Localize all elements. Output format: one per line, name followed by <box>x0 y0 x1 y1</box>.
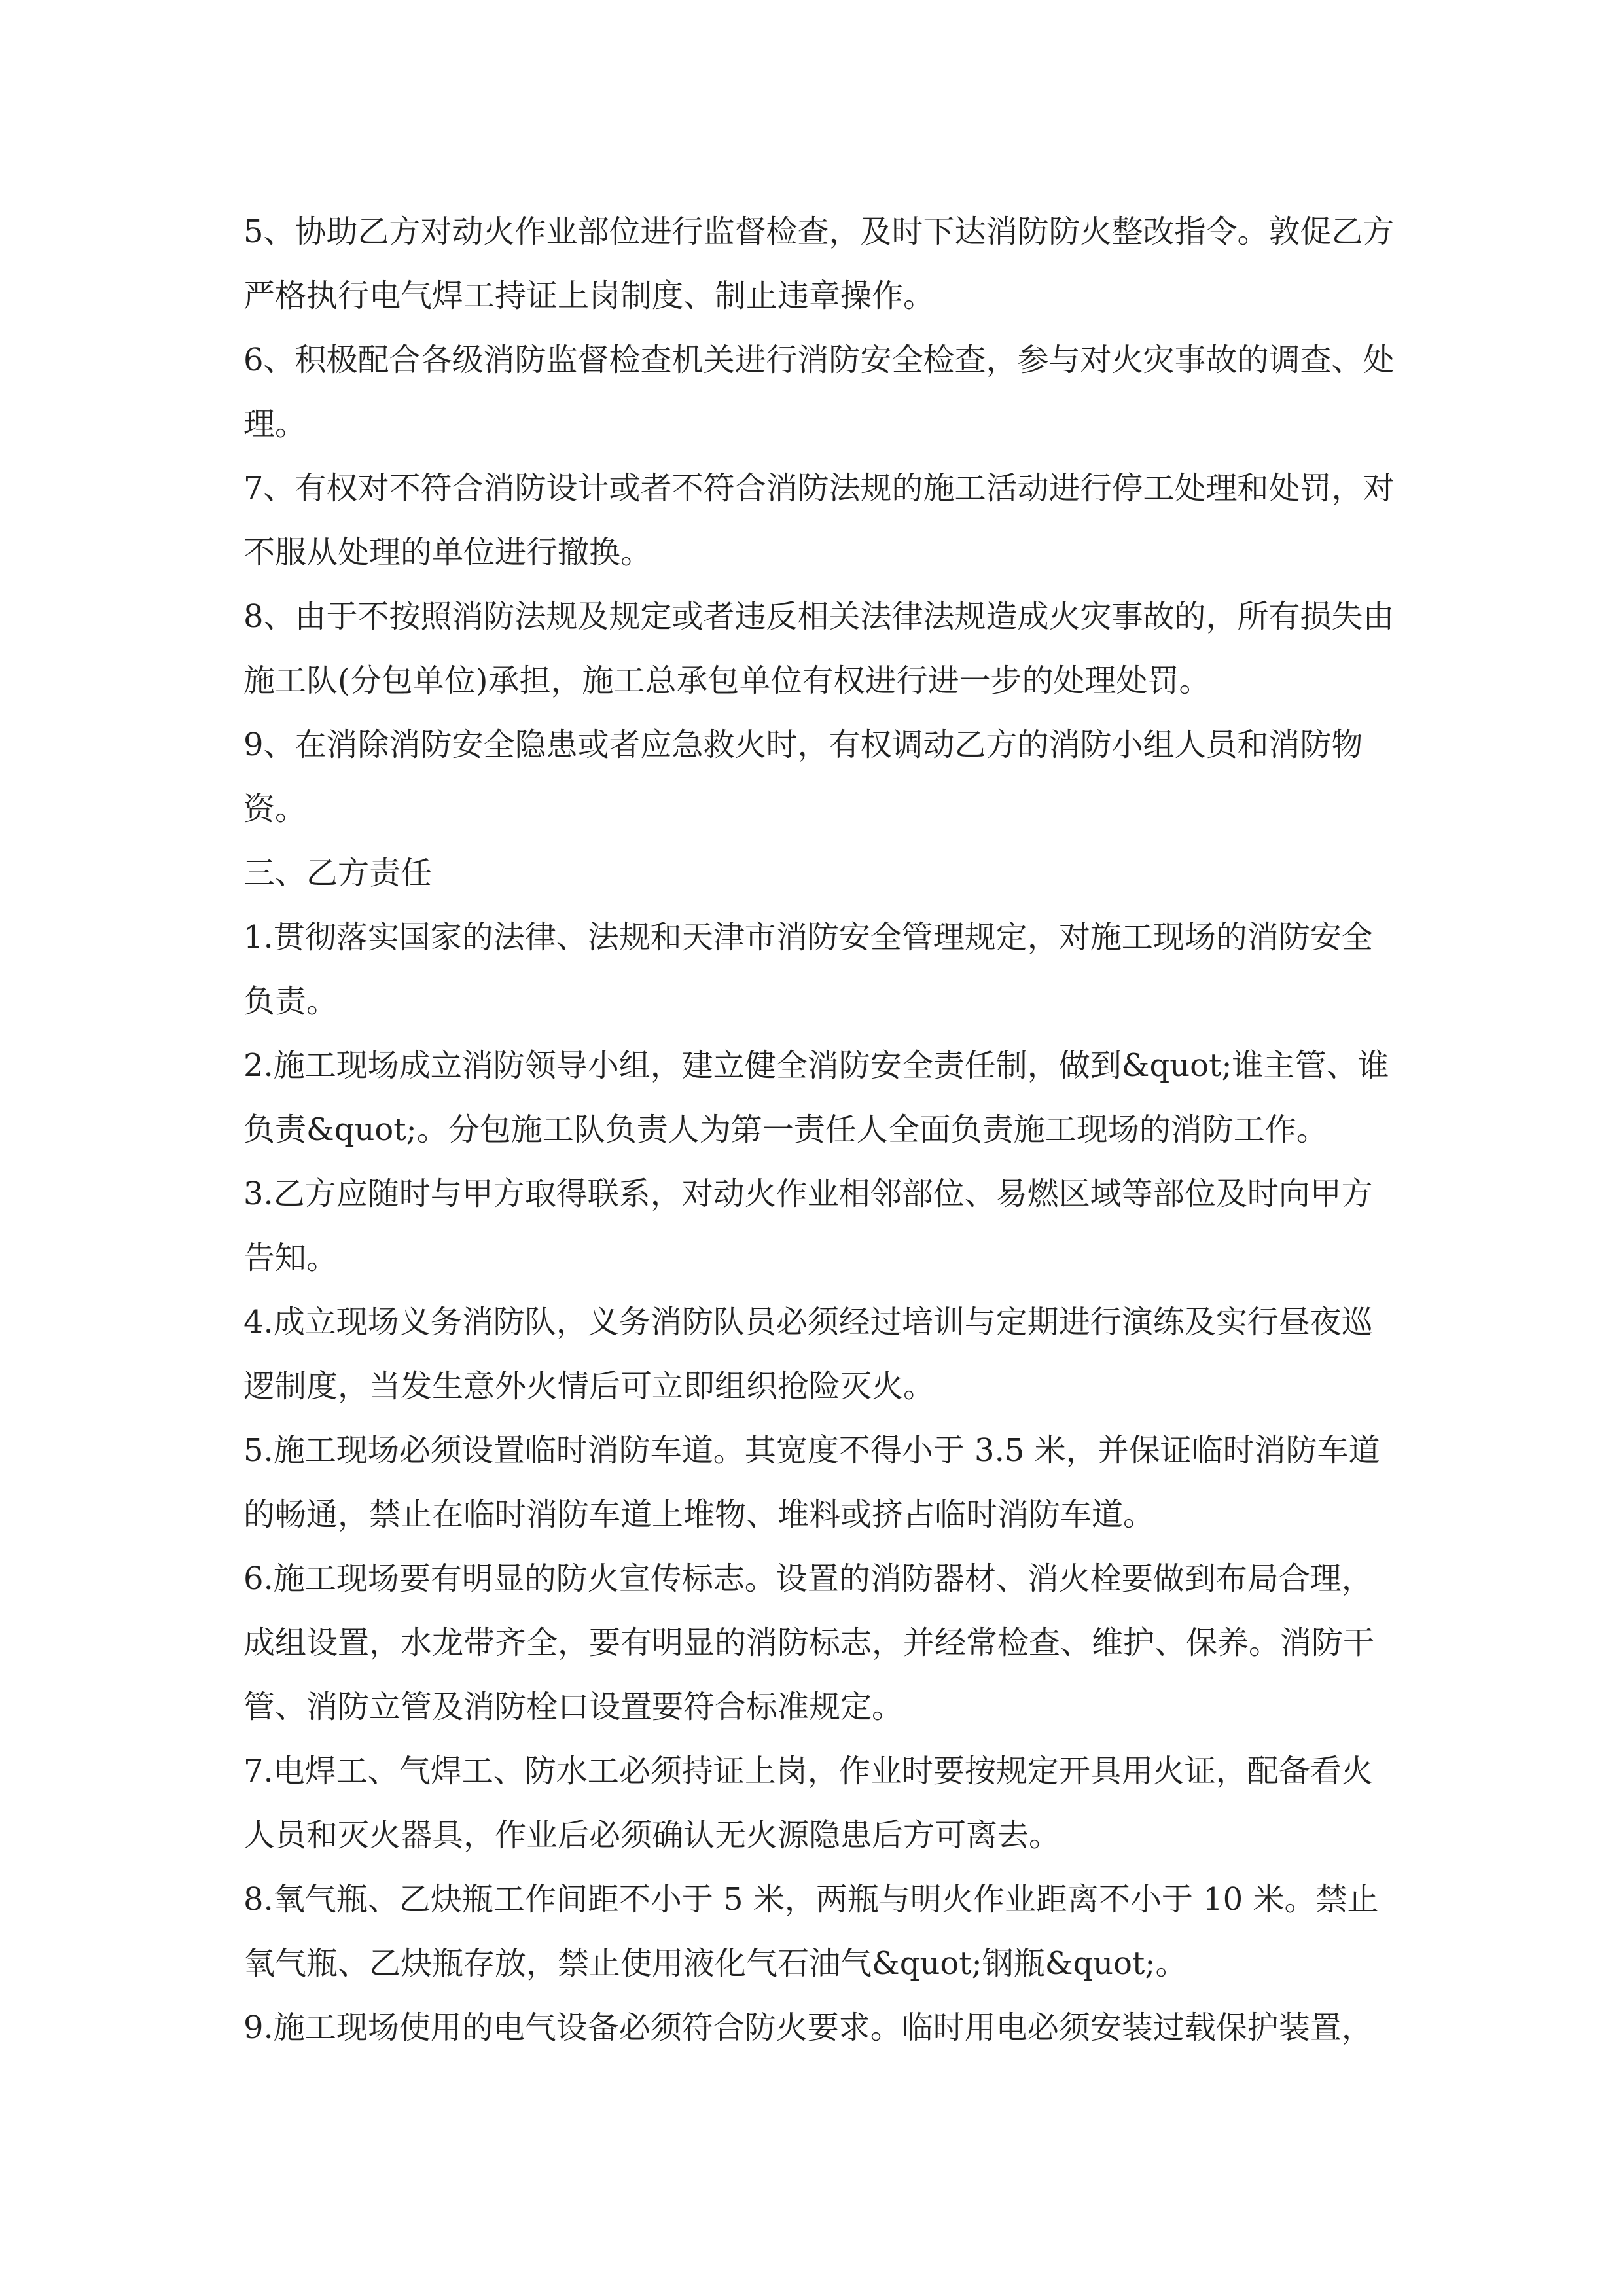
party-b-item-5: 5.施工现场必须设置临时消防车道。其宽度不得小于 3.5 米，并保证临时消防车道的畅通，禁止在临时消防车道上堆物、堆料或挤占临时消防车道。 <box>243 1432 1380 1533</box>
party-b-item-7: 7.电焊工、气焊工、防水工必须持证上岗，作业时要按规定开具用火证，配备看火人员和灭火器具，作业后必须确认无火源隐患后方可离去。 <box>243 1753 1373 1854</box>
party-b-item-4: 4.成立现场义务消防队，义务消防队员必须经过培训与定期进行演练及实行昼夜巡逻制度，当发生意外火情后可立即组织抢险灭火。 <box>243 1304 1373 1405</box>
document-body <box>243 200 1395 2060</box>
party-b-item-9: 9.施工现场使用的电气设备必须符合防火要求。临时用电必须安装过载保护装置， <box>243 2009 1373 2046</box>
party-b-item-6: 6.施工现场要有明显的防火宣传标志。设置的消防器材、消火栓要做到布局合理，成组设置，水龙带齐全，要有明显的消防标志，并经常检查、维护、保养。消防干管、消防立管及消防栓口设置要符合标准规定。 <box>243 1560 1375 1725</box>
section-heading-party-b: 三、乙方责任 <box>243 855 433 891</box>
paragraph-item-8: 8、由于不按照消防法规及规定或者违反相关法律法规造成火灾事故的，所有损失由施工队(分包单位)承担，施工总承包单位有权进行进一步的处理处罚。 <box>243 598 1395 699</box>
paragraph-item-6: 6、积极配合各级消防监督检查机关进行消防安全检查，参与对火灾事故的调查、处理。 <box>243 342 1395 442</box>
paragraph-item-9: 9、在消除消防安全隐患或者应急救火时，有权调动乙方的消防小组人员和消防物资。 <box>243 726 1363 827</box>
paragraph-item-5: 5、协助乙方对动火作业部位进行监督检查，及时下达消防防火整改指令。敦促乙方严格执行电气焊工持证上岗制度、制止违章操作。 <box>243 213 1395 314</box>
paragraph-item-7: 7、有权对不符合消防设计或者不符合消防法规的施工活动进行停工处理和处罚，对不服从处理的单位进行撤换。 <box>243 470 1395 571</box>
party-b-item-1: 1.贯彻落实国家的法律、法规和天津市消防安全管理规定，对施工现场的消防安全负责。 <box>243 919 1373 1020</box>
party-b-item-3: 3.乙方应随时与甲方取得联系，对动火作业相邻部位、易燃区域等部位及时向甲方告知。 <box>243 1175 1373 1276</box>
party-b-item-8: 8.氧气瓶、乙炔瓶工作间距不小于 5 米，两瓶与明火作业距离不小于 10 米。禁止氧气瓶、乙炔瓶存放，禁止使用液化气石油气&quot;钢瓶&quot;。 <box>243 1881 1379 1982</box>
party-b-item-2: 2.施工现场成立消防领导小组，建立健全消防安全责任制，做到&quot;谁主管、谁负责&quot;。分包施工队负责人为第一责任人全面负责施工现场的消防工作。 <box>243 1047 1389 1148</box>
